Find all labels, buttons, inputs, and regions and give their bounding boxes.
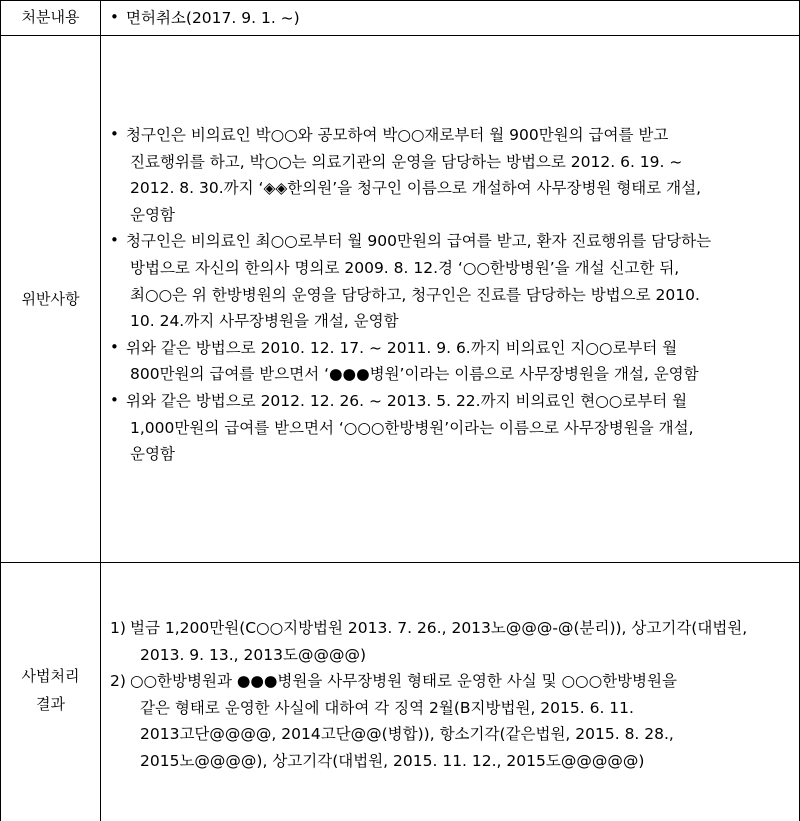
disposition-bullet: • [110,8,119,26]
judicial-label-line-1: 사법처리 [21,667,80,685]
judicial-label-line-2: 결과 [36,695,65,713]
judicial-item-1-number: 1) [110,619,126,637]
judicial-item-2-line-3: 2013고단@@@@, 2014고단@@(병합)), 항소기각(같은법원, 2015. 8. 28., [140,725,674,744]
judicial-item-2-number: 2) [110,672,126,691]
violation-item-4-line-1: 위와 같은 방법으로 2012. 12. 26. ~ 2013. 5. 22.까지 비의료인 현○○로부터 월 [126,392,688,410]
row-divider-1 [0,35,800,36]
violation-item-2-line-4: 10. 24.까지 사무장병원을 개설, 운영함 [130,312,399,331]
violation-item-1-line-1: 청구인은 비의료인 박○○와 공모하여 박○○재로부터 월 900만원의 급여를 받고 [126,126,669,144]
judicial-item-1-line-1: 벌금 1,200만원(C○○지방법원 2013. 7. 26., 2013노@@@-@(분리)), 상고기각(대법원, [130,619,748,637]
violation-item-1-line-3: 2012. 8. 30.까지 ‘◈◈한의원’을 청구인 이름으로 개설하여 사무장병원 형태로 개설, [130,179,702,198]
violation-item-1-line-4: 운영함 [130,205,175,224]
disposition-content: 면허취소(2017. 9. 1. ~) [126,9,300,27]
violation-item-2-line-3: 최○○은 위 한방병원의 운영을 담당하고, 청구인은 진료를 담당하는 방법으로 2010. [130,285,700,304]
violation-item-4-line-3: 운영함 [130,445,175,464]
violation-item-1-line-2: 진료행위를 하고, 박○○는 의료기관의 운영을 담당하는 방법으로 2012. 6. 19. ~ [130,152,683,171]
violation-item-2-line-1: 청구인은 비의료인 최○○로부터 월 900만원의 급여를 받고, 환자 진료행위를 담당하는 [126,232,712,251]
violation-label: 위반사항 [21,290,80,308]
disposition-label: 처분내용 [21,8,80,26]
judicial-item-2-line-2: 같은 형태로 운영한 사실에 대하여 각 징역 2월(B지방법원, 2015. 6. 11. [140,698,634,717]
violation-item-3-bullet: • [110,337,119,356]
violation-item-2-line-2: 방법으로 자신의 한의사 명의로 2009. 8. 12.경 ‘○○한방병원’을 개설 신고한 뒤, [130,259,680,277]
violation-item-4-line-2: 1,000만원의 급여를 받으면서 ‘○○○한방병원’이라는 이름으로 사무장병원을 개설, [130,418,694,437]
judicial-item-2-line-1: ○○한방병원과 ●●●병원을 사무장병원 형태로 운영한 사실 및 ○○○한방병원을 [130,672,677,691]
table-border-top [0,0,800,1]
judicial-item-2-line-4: 2015노@@@@), 상고기각(대법원, 2015. 11. 12., 2015도@@@@@) [140,752,645,770]
violation-item-3-line-2: 800만원의 급여를 받으면서 ‘●●●병원’이라는 이름으로 사무장병원을 개설, 운영함 [130,365,699,384]
violation-item-1-bullet: • [110,125,119,143]
violation-item-4-bullet: • [110,391,119,409]
row-divider-2 [0,562,800,563]
violation-item-3-line-1: 위와 같은 방법으로 2010. 12. 17. ~ 2011. 9. 6.까지 비의료인 지○○로부터 월 [126,338,678,357]
judicial-item-1-line-2: 2013. 9. 13., 2013도@@@@) [140,645,366,664]
violation-item-2-bullet: • [110,231,119,250]
